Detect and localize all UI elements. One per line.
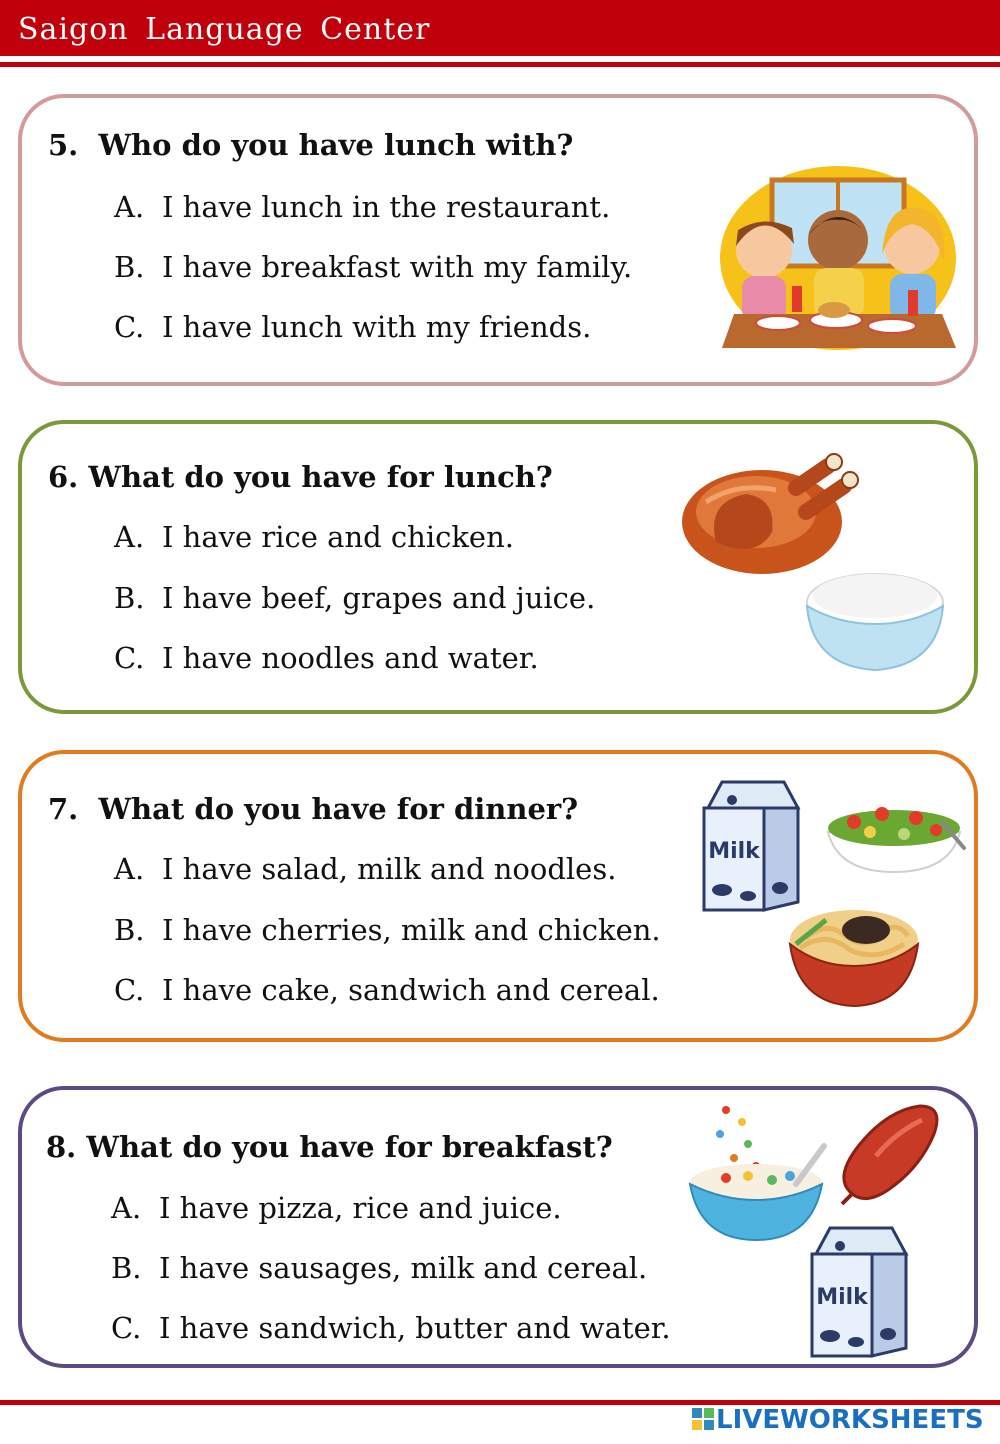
- roast-chicken-illustration: [676, 442, 866, 580]
- milk-carton-illustration: [694, 778, 808, 914]
- option-letter: A.: [114, 852, 145, 886]
- option-text: I have sandwich, butter and water.: [159, 1311, 671, 1345]
- answer-option-8c[interactable]: [111, 1311, 671, 1345]
- milk-carton-illustration: [802, 1224, 916, 1360]
- option-letter: B.: [114, 913, 145, 947]
- option-text: I have breakfast with my family.: [162, 250, 633, 284]
- cereal-bowl-illustration: [686, 1100, 832, 1242]
- liveworksheets-logo-icon: [692, 1408, 714, 1430]
- page-title: Saigon Language Center: [18, 12, 431, 47]
- noodle-bowl-illustration: [786, 900, 922, 1010]
- option-letter: B.: [114, 250, 145, 284]
- answer-option-7a[interactable]: [114, 852, 616, 886]
- answer-option-5c[interactable]: [114, 310, 591, 344]
- answer-option-6a[interactable]: [114, 520, 514, 554]
- answer-option-7b[interactable]: [114, 913, 661, 947]
- question-number: 5.: [48, 128, 79, 162]
- answer-option-5a[interactable]: [114, 190, 610, 224]
- option-letter: C.: [111, 1311, 142, 1345]
- option-letter: B.: [114, 581, 145, 615]
- question-number: 8.: [46, 1130, 77, 1164]
- option-letter: A.: [114, 520, 145, 554]
- option-letter: C.: [114, 973, 145, 1007]
- question-number: 7.: [48, 792, 79, 826]
- header-divider: [0, 62, 1000, 67]
- milk-label: Milk: [816, 1285, 868, 1310]
- question-text: What do you have for breakfast?: [86, 1130, 613, 1164]
- option-text: I have salad, milk and noodles.: [162, 852, 617, 886]
- option-text: I have sausages, milk and cereal.: [159, 1251, 648, 1285]
- sausage-illustration: [836, 1096, 946, 1210]
- option-letter: C.: [114, 310, 145, 344]
- question-number: 6.: [48, 460, 79, 494]
- question-text: Who do you have lunch with?: [98, 128, 574, 162]
- question-text: What do you have for lunch?: [88, 460, 553, 494]
- liveworksheets-brand[interactable]: LIVEWORKSHEETS: [716, 1405, 984, 1435]
- answer-option-5b[interactable]: [114, 250, 632, 284]
- question-8-title: [46, 1130, 613, 1164]
- question-text: What do you have for dinner?: [98, 792, 579, 826]
- kids-eating-lunch-illustration: [716, 158, 960, 352]
- option-letter: B.: [111, 1251, 142, 1285]
- option-text: I have lunch in the restaurant.: [162, 190, 611, 224]
- salad-bowl-illustration: [824, 792, 966, 874]
- option-letter: A.: [114, 190, 145, 224]
- question-6-title: [48, 460, 553, 494]
- answer-option-8a[interactable]: [111, 1191, 562, 1225]
- answer-option-6c[interactable]: [114, 641, 539, 675]
- option-letter: A.: [111, 1191, 142, 1225]
- answer-option-7c[interactable]: [114, 973, 660, 1007]
- option-text: I have cherries, milk and chicken.: [162, 913, 661, 947]
- answer-option-6b[interactable]: [114, 581, 595, 615]
- option-text: I have rice and chicken.: [162, 520, 514, 554]
- question-5-title: [48, 128, 573, 162]
- option-text: I have cake, sandwich and cereal.: [162, 973, 660, 1007]
- option-text: I have pizza, rice and juice.: [159, 1191, 562, 1225]
- answer-option-8b[interactable]: [111, 1251, 647, 1285]
- option-letter: C.: [114, 641, 145, 675]
- option-text: I have beef, grapes and juice.: [162, 581, 596, 615]
- option-text: I have lunch with my friends.: [162, 310, 592, 344]
- milk-label: Milk: [708, 839, 760, 864]
- rice-bowl-illustration: [802, 566, 948, 674]
- option-text: I have noodles and water.: [162, 641, 539, 675]
- question-7-title: [48, 792, 578, 826]
